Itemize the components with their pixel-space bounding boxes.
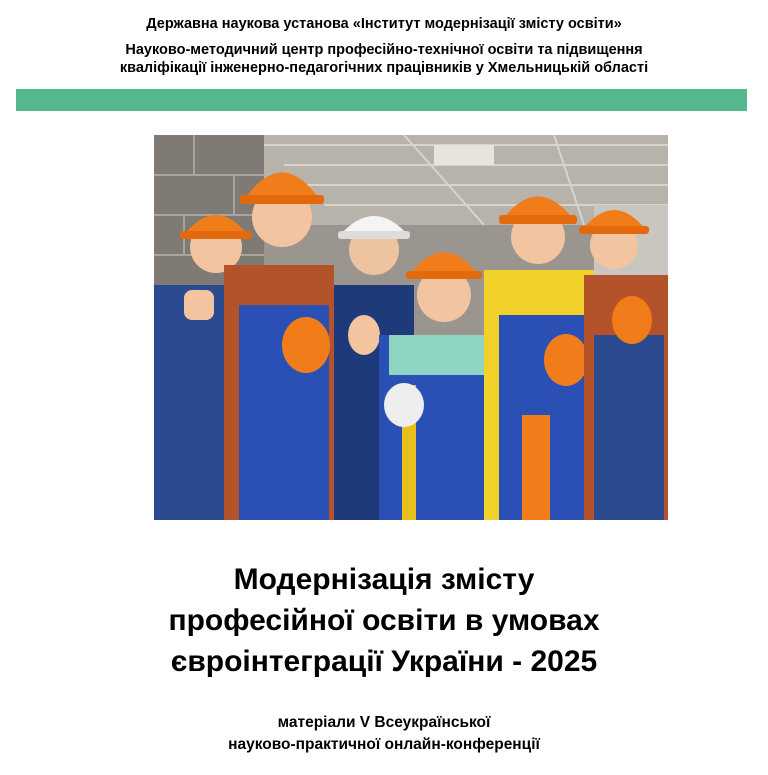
cover-photo-illustration	[154, 135, 668, 520]
document-subtitle-line-1: матеріали V Всеукраїнської	[277, 714, 491, 731]
green-divider-bar	[16, 89, 747, 111]
document-title-line-1: Модернізація змісту	[233, 563, 535, 596]
document-subtitle	[0, 712, 768, 756]
document-title	[0, 559, 768, 682]
center-name-line-1: Науково-методичний центр професійно-технічної освіти та підвищення	[125, 42, 643, 58]
center-name	[0, 41, 768, 77]
document-title-line-3: євроінтеграції України - 2025	[170, 645, 598, 678]
document-title-line-2: професійної освіти в умовах	[168, 604, 600, 637]
center-name-line-2: кваліфікації інженерно-педагогічних працівників у Хмельницькій області	[119, 60, 649, 76]
organization-name: Державна наукова установа «Інститут модернізації змісту освіти»	[146, 16, 622, 32]
document-subtitle-line-2: науково-практичної онлайн-конференції	[228, 736, 540, 753]
cover-photo	[154, 135, 668, 520]
header	[0, 14, 768, 77]
